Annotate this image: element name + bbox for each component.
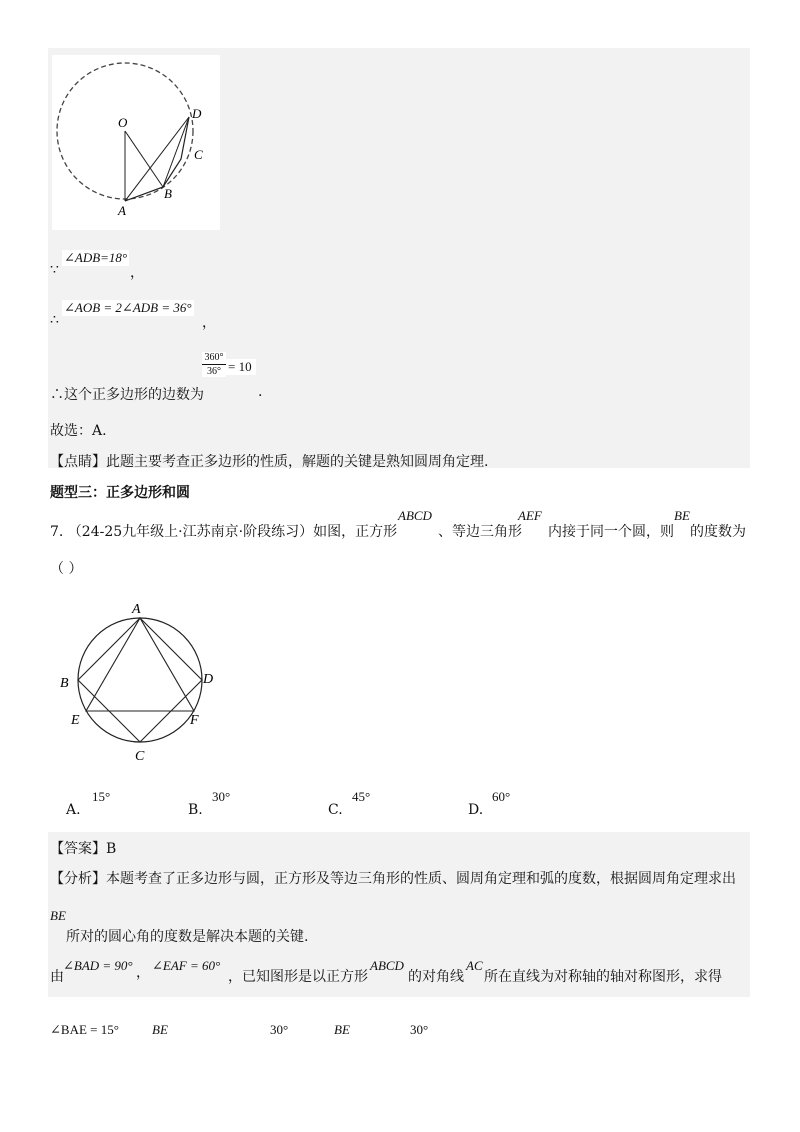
fig1-label-c: C: [194, 147, 203, 162]
given-bad: ∠BAD = 90°: [63, 958, 133, 973]
answer-line: 【答案】B: [50, 841, 117, 857]
because-expr: ∠ADB=18°: [64, 250, 128, 265]
bottom-bae: ∠BAE = 15°: [50, 1022, 119, 1037]
analysis-arc-be: BE: [50, 908, 66, 923]
bottom-30-1: 30°: [270, 1022, 289, 1037]
q7-aef: AEF: [518, 508, 542, 523]
option-b-letter[interactable]: B.: [188, 802, 203, 818]
option-c-value: 45°: [352, 789, 371, 804]
sides-period: .: [258, 384, 263, 400]
fig1-label-o: O: [118, 115, 128, 130]
q7-abcd: ABCD: [398, 508, 432, 523]
fig2-label-b: B: [60, 676, 69, 691]
therefore-expr: ∠AOB = 2∠ADB = 36°: [64, 300, 192, 315]
fig2-label-d: D: [203, 672, 214, 687]
fig2-label-f: F: [190, 713, 199, 728]
figure-polygon-circle: [52, 55, 220, 230]
fraction-numerator: 360°: [204, 352, 224, 363]
fig1-label-b: B: [164, 186, 172, 201]
q7-text-mid1: 、等边三角形: [438, 524, 522, 540]
fraction-bar: [202, 364, 226, 365]
fraction-result: = 10: [226, 359, 256, 375]
q7-text-tail: 的度数为: [690, 524, 746, 540]
option-b-value: 30°: [212, 789, 231, 804]
fraction-denominator: 36°: [207, 366, 221, 377]
option-d-letter[interactable]: D.: [468, 802, 484, 818]
given-ac: AC: [466, 958, 483, 973]
comment-line: 【点睛】此题主要考查正多边形的性质，解题的关键是熟知圆周角定理.: [50, 454, 489, 470]
option-a-letter[interactable]: A.: [66, 802, 81, 818]
fig2-label-e: E: [71, 713, 80, 728]
q7-arc-be: BE: [674, 508, 690, 523]
given-diag: 的对角线: [408, 969, 464, 985]
because-symbol: ∵: [50, 262, 59, 278]
option-a-value: 15°: [92, 789, 111, 804]
given-known: ，已知图形是以正方形: [228, 969, 368, 985]
therefore-symbol: ∴: [50, 312, 59, 328]
given-you: 由: [50, 969, 64, 985]
section-heading: 题型三：正多边形和圆: [50, 485, 190, 501]
given-abcd: ABCD: [370, 958, 404, 973]
fraction: [202, 352, 226, 377]
figure1-svg: [52, 55, 220, 230]
option-d-value: 60°: [492, 789, 511, 804]
bottom-be-1: BE: [152, 1022, 168, 1037]
given-rest: 所在直线为对称轴的轴对称图形，求得: [484, 969, 722, 985]
analysis-line: 【分析】本题考查了正多边形与圆，正方形及等边三角形的性质、圆周角定理和弧的度数，根据圆周角定理求出: [50, 871, 736, 887]
q7-paren: （ ）: [50, 561, 83, 577]
figure-square-triangle: [55, 597, 225, 767]
given-eaf: ∠EAF = 60°: [152, 958, 221, 973]
comma-2: ，: [202, 315, 216, 331]
fig1-label-a: A: [118, 203, 126, 218]
sides-text: ∴这个正多边形的边数为: [50, 387, 204, 403]
option-c-letter[interactable]: C.: [328, 802, 343, 818]
fig1-label-d: D: [192, 106, 202, 121]
q7-text-mid2: 内接于同一个圆，则: [548, 524, 674, 540]
fig2-label-c: C: [135, 749, 145, 764]
comma-1: ，: [130, 265, 144, 281]
fig2-label-a: A: [132, 602, 141, 617]
bottom-be-2: BE: [334, 1022, 350, 1037]
bottom-30-2: 30°: [410, 1022, 429, 1037]
choice-line: 故选：A.: [50, 423, 107, 439]
figure2-svg: [55, 597, 225, 767]
q7-text-start: 7. （24-25九年级上·江苏南京·阶段练习）如图，正方形: [50, 524, 398, 540]
given-sep: ，: [136, 965, 150, 981]
analysis-line-2: 所对的圆心角的度数是解决本题的关键.: [66, 929, 309, 945]
